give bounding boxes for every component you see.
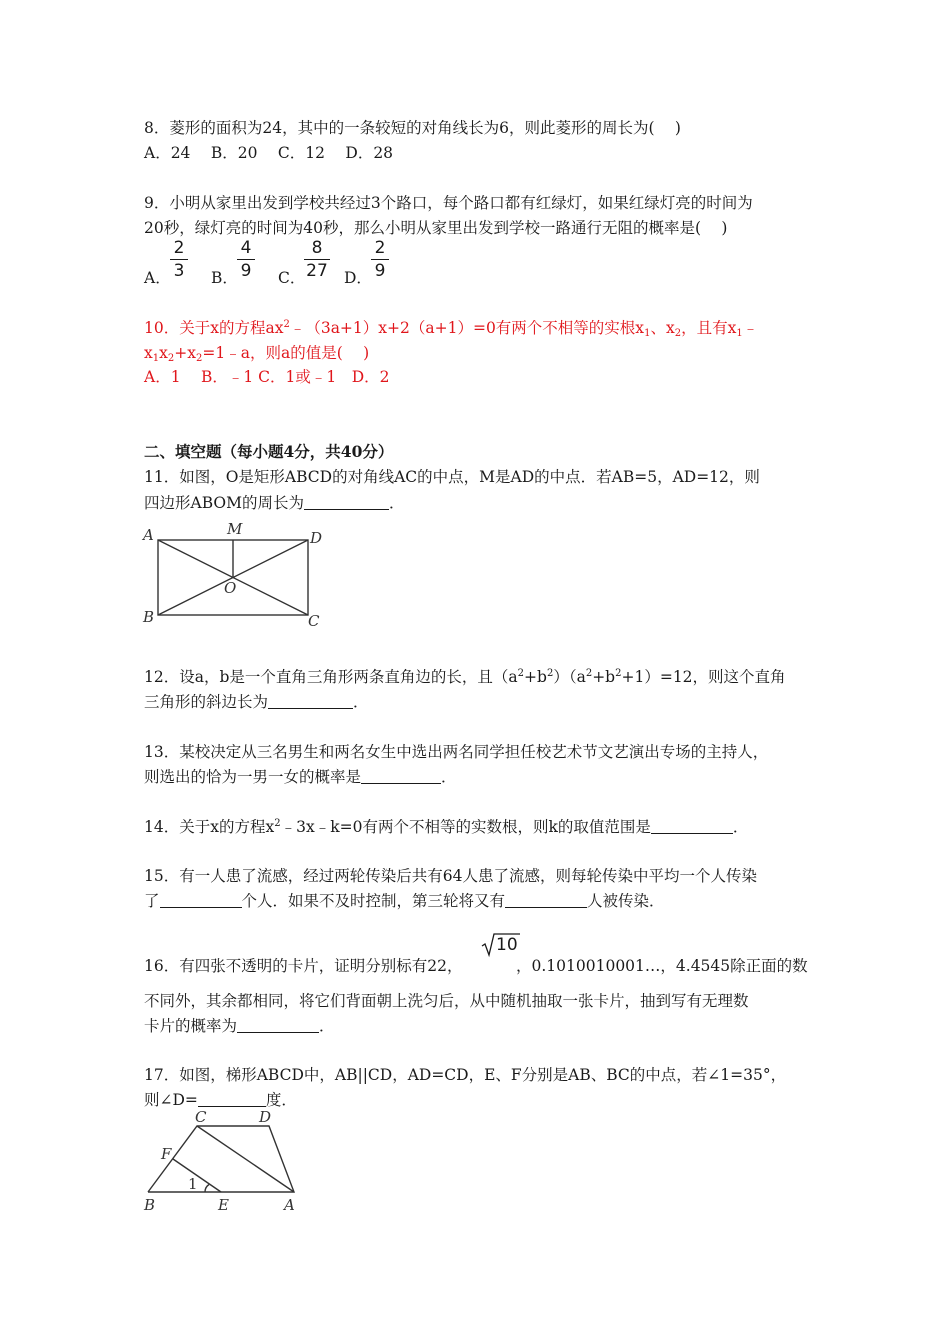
q12-l1-s3: 2 <box>585 668 593 679</box>
q14-b: ﹣3x﹣k=0有两个不相等的实数根，则k的取值范围是 <box>280 818 651 836</box>
q10-l2-s1: 1 <box>152 353 160 364</box>
q17-line2-a: 则∠D= <box>144 1091 198 1109</box>
q16-line3-text: 卡片的概率为 <box>144 1017 238 1035</box>
q10-l1-e: ﹣ <box>742 319 759 337</box>
q17-label-b: B <box>144 1196 156 1214</box>
q9-frac-a-den: 3 <box>173 261 185 281</box>
q15-line2 <box>144 891 665 911</box>
q12-l1-e: +1）=12，则这个直角 <box>621 668 786 686</box>
q17-diagonal-ca <box>197 1126 294 1192</box>
q14-end: ． <box>732 818 749 836</box>
q12-answer-blank[interactable] <box>268 693 353 709</box>
q11-label-c: C <box>308 612 320 630</box>
q12-line1 <box>144 667 786 687</box>
q16-line2: 不同外，其余都相同，将它们背面朝上洗匀后，从中随机抽取一张卡片，抽到写有无理数 <box>144 992 749 1010</box>
q12-l1-c: ）（a <box>553 668 586 686</box>
q10-l1-sup: 2 <box>283 319 290 330</box>
q12-line2-end: ． <box>353 693 369 711</box>
q9-opt-a: A． <box>144 269 171 287</box>
q13-line2 <box>144 767 457 787</box>
q11-label-a: A <box>143 526 154 544</box>
q16-line3 <box>144 1016 335 1036</box>
q11-label-o: O <box>224 579 237 597</box>
q9-opt-c: C． <box>278 269 306 287</box>
q11-line2-end: ． <box>388 494 405 512</box>
q10-l2-b: x <box>159 344 168 362</box>
q10-l1-d: ，且有x <box>681 319 737 337</box>
q17-label-f: F <box>161 1145 172 1163</box>
q11-line1: 11．如图，O是矩形ABCD的对角线AC的中点，M是AD的中点．若AB=5，AD=12，则 <box>144 468 760 486</box>
q11-label-b: B <box>143 608 155 626</box>
q9-frac-d <box>371 238 389 281</box>
q12-line2 <box>144 692 369 712</box>
q9-opt-d: D． <box>344 269 372 287</box>
q17-label-a: A <box>284 1196 295 1214</box>
q9-frac-b-den: 9 <box>240 261 252 281</box>
q17-line1: 17．如图，梯形ABCD中，AB||CD，AD=CD，E、F分别是AB、BC的中点，若∠1=35°， <box>144 1066 787 1084</box>
q11-rectangle-figure <box>138 518 328 634</box>
q9-frac-d-den: 9 <box>374 261 386 281</box>
q12-l1-d: +b <box>592 668 616 686</box>
q9-line1: 9．小明从家里出发到学校共经过3个路口，每个路口都有红绿灯，如果红绿灯亮的时间为 <box>144 194 753 212</box>
q10-l2-d: =1﹣a，则a的值是( ) <box>202 344 370 362</box>
q16-line1-b: ，0.1010010001…，4.4545除正面的数 <box>516 957 808 975</box>
q9-frac-a <box>170 238 188 281</box>
q17-angle-1-arc <box>205 1185 209 1193</box>
q10-l2-s3: 2 <box>195 353 203 364</box>
q17-label-angle-1: 1 <box>188 1175 198 1193</box>
q11-answer-blank[interactable] <box>304 494 389 510</box>
q13-line2-text: 则选出的恰为一男一女的概率是 <box>144 768 362 786</box>
q12-l1-s4: 2 <box>615 668 622 679</box>
q10-l1-c: 、x <box>650 319 675 337</box>
q17-label-d: D <box>259 1108 272 1126</box>
q11-label-m: M <box>227 520 243 538</box>
q10-options: A．1 B．﹣1 C．1或﹣1 D．2 <box>144 368 390 386</box>
q15-line1: 15．有一人患了流感，经过两轮传染后共有64人患了流感，则每轮传染中平均一个人传染 <box>144 867 757 885</box>
q11-line2 <box>144 493 404 513</box>
q15-answer-blank-2[interactable] <box>505 892 587 908</box>
q8-stem: 8．菱形的面积为24，其中的一条较短的对角线长为6，则此菱形的周长为( ) <box>144 119 681 137</box>
q12-line2-text: 三角形的斜边长为 <box>144 693 269 711</box>
q9-opt-b: B． <box>211 269 238 287</box>
q8-options: A．24 B．20 C．12 D．28 <box>144 144 394 162</box>
q13-answer-blank[interactable] <box>361 768 441 784</box>
q10-l2-c: +x <box>174 344 196 362</box>
q9-frac-b <box>237 238 255 281</box>
q10-l1-s1: 1 <box>644 328 651 339</box>
q15-line2-c: 人被传染． <box>587 892 665 910</box>
q9-frac-a-num: 2 <box>173 238 185 258</box>
q14-answer-blank[interactable] <box>651 818 733 834</box>
q13-line1: 13．某校决定从三名男生和两名女生中选出两名同学担任校艺术节文艺演出专场的主持人， <box>144 743 769 761</box>
q9-line2: 20秒，绿灯亮的时间为40秒，那么小明从家里出发到学校一路通行无阻的概率是( ) <box>144 219 728 237</box>
q15-line2-a: 了 <box>144 892 160 910</box>
q16-sqrt-value: 10 <box>496 935 518 955</box>
q10-l2-a: x <box>144 344 153 362</box>
q9-frac-c-num: 8 <box>311 238 323 258</box>
q17-label-e: E <box>218 1196 229 1214</box>
q10-l1-s3: 1 <box>736 328 743 339</box>
q13-line2-end: ． <box>441 768 457 786</box>
q15-answer-blank-1[interactable] <box>160 892 242 908</box>
q12-l1-s1: 2 <box>517 668 525 679</box>
q15-line2-b: 个人．如果不及时控制，第三轮将又有 <box>241 892 506 910</box>
q9-frac-c-den: 27 <box>306 261 328 281</box>
q11-label-d: D <box>310 529 323 547</box>
q10-l1-s2: 2 <box>674 328 682 339</box>
q9-frac-c <box>304 238 330 281</box>
q12-l1-s2: 2 <box>546 668 554 679</box>
q14-sup: 2 <box>274 818 281 829</box>
q10-l2-s2: 2 <box>167 353 175 364</box>
q10-line2 <box>144 343 369 363</box>
q9-frac-d-num: 2 <box>374 238 386 258</box>
q16-line3-end: ． <box>319 1017 335 1035</box>
q16-answer-blank[interactable] <box>237 1017 319 1033</box>
q12-l1-b: +b <box>524 668 547 686</box>
q14-line <box>144 817 748 837</box>
q10-l1-b: ﹣（3a+1）x+2（a+1）=0有两个不相等的实根x <box>289 319 645 337</box>
q10-l1-a: 10．关于x的方程ax <box>144 319 284 337</box>
q17-trapezoid-figure <box>138 1105 308 1215</box>
q17-line2-b: 度． <box>265 1091 297 1109</box>
section-heading: 二、填空题（每小题4分，共40分） <box>144 442 394 461</box>
q16-line1-a: 16．有四张不透明的卡片，证明分别标有22， <box>144 957 463 975</box>
q14-a: 14．关于x的方程x <box>144 818 275 836</box>
q12-l1-a: 12．设a，b是一个直角三角形两条直角边的长，且（a <box>144 668 518 686</box>
q9-frac-b-num: 4 <box>240 238 252 258</box>
q10-line1 <box>144 318 758 338</box>
q17-label-c: C <box>195 1108 207 1126</box>
q11-line2-text: 四边形ABOM的周长为 <box>144 494 304 512</box>
